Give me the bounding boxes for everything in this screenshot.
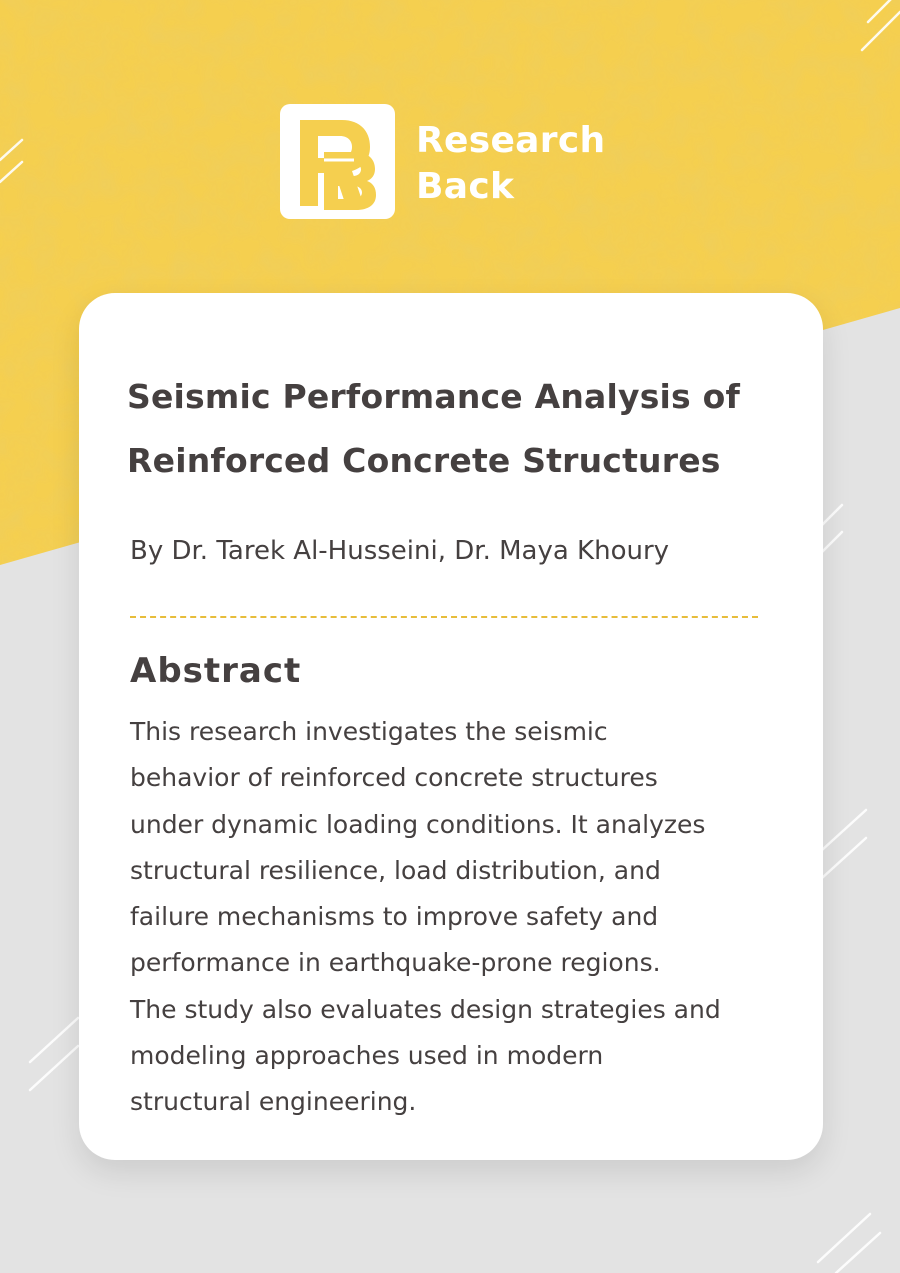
brand-name [416,118,605,210]
abstract-line: This research investigates the seismic [130,717,608,746]
research-back-logo-icon [280,104,395,219]
brand-name-line2: Back [416,166,515,207]
paper-card [79,293,823,1160]
abstract-line: performance in earthquake-prone regions. [130,948,661,978]
abstract-line: structural resilience, load distribution, and [130,855,661,885]
abstract-line: structural engineering. [130,1087,417,1117]
paper-title [127,365,787,493]
abstract-heading: Abstract [130,651,302,691]
abstract-line: behavior of reinforced concrete structures [130,763,658,793]
paper-authors: By Dr. Tarek Al-Husseini, Dr. Maya Khoury [130,536,670,566]
paper-title-line: Reinforced Concrete Structures [127,441,721,480]
abstract-line: failure mechanisms to improve safety and [130,902,659,932]
brand-name-line1: Research [416,120,606,161]
paper-title-line: Seismic Performance Analysis of [127,377,741,416]
dashed-divider [130,616,758,618]
abstract-line: modeling approaches used in modern [130,1041,604,1071]
abstract-line: The study also evaluates design strategies and [130,994,721,1024]
abstract-body [130,709,790,1126]
abstract-line: under dynamic loading conditions. It analyzes [130,809,706,839]
